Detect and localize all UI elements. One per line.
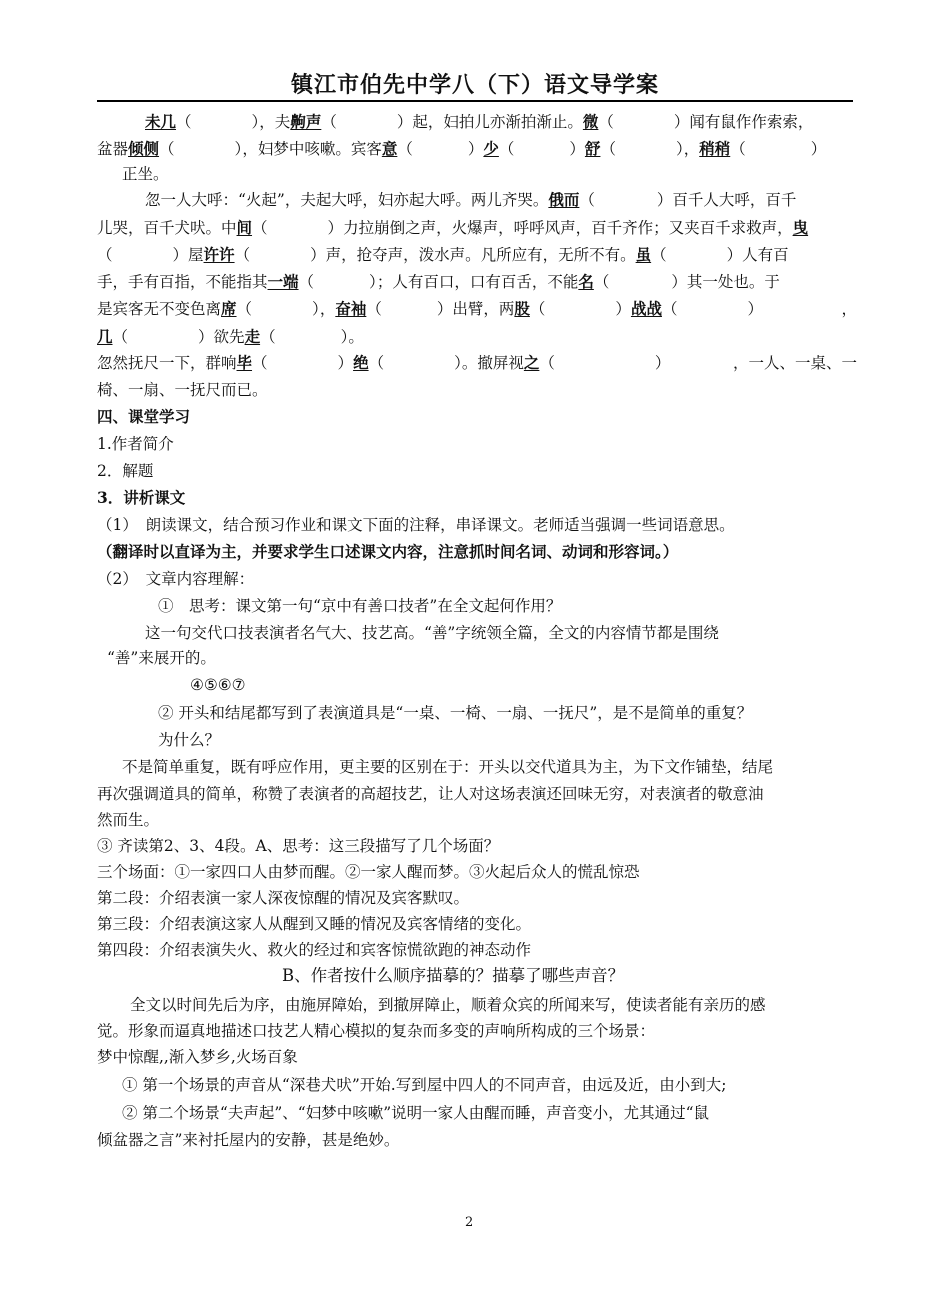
passage-line: 盆器倾侧（ ），妇梦中咳嗽。宾客意（ ）少（ ）舒（ ），稍稍（ ） <box>97 139 827 158</box>
answer-text: 然而生。 <box>97 811 160 829</box>
page-header: 镇江市伯先中学八（下）语文导学案 <box>97 72 853 102</box>
keyword: 战战 <box>630 299 662 318</box>
answer-text: 全文以时间先后为序，由施屏障始，到撤屏障止，顺着众宾的所闻来写，使读者能有亲历的感 <box>130 996 766 1014</box>
passage-line: 未几（ ），夫齁声（ ）起，妇拍儿亦渐拍渐止。微（ ）闻有鼠作作索索， <box>145 112 814 131</box>
passage-line: 正坐。 <box>122 165 169 183</box>
question-text: （2） 文章内容理解： <box>97 570 255 588</box>
answer-text: 倾盆器之言”来衬托屋内的安静，甚是绝妙。 <box>97 1131 400 1149</box>
answer-text: 梦中惊醒,,渐入梦乡,火场百象 <box>97 1048 298 1066</box>
keyword: 曳 <box>792 218 809 237</box>
passage-line: 是宾客无不变色离席（ ），奋袖（ ）出臂，两股（ ）战战（ ） ， <box>97 299 857 318</box>
question-text: ③ 齐读第2、3、4段。A、思考：这三段描写了几个场面？ <box>97 837 500 855</box>
passage-line: （ ）屋许许（ ）声，抢夺声，泼水声。凡所应有，无所不有。虽（ ）人有百 <box>97 245 789 264</box>
keyword: 虽 <box>635 245 652 264</box>
answer-text: 三个场面：①一家四口人由梦而醒。②一家人醒而梦。③火起后众人的慌乱惊恐 <box>97 863 640 881</box>
answer-text: 再次强调道具的简单，称赞了表演者的高超技艺，让人对这场表演还回味无穷，对表演者的敬意油 <box>97 785 764 803</box>
keyword: 俄而 <box>548 190 580 209</box>
page-number: 2 <box>465 1215 474 1230</box>
keyword: 毕 <box>236 353 253 372</box>
keyword: 齁声 <box>290 112 322 131</box>
answer-text: 第四段：介绍表演失火、救火的经过和宾客惊慌欲跑的神态动作 <box>97 941 532 959</box>
list-item: 1.作者简介 <box>97 435 174 453</box>
keyword: 席 <box>221 299 237 318</box>
section-heading: 四、课堂学习 <box>97 407 191 426</box>
keyword: 奋袖 <box>335 299 367 318</box>
keyword: 股 <box>514 299 530 318</box>
question-text: B、作者按什么顺序描摹的？描摹了哪些声音？ <box>282 966 625 985</box>
list-item: 3．讲析课文 <box>97 488 186 507</box>
number-list: ④⑤⑥⑦ <box>190 676 246 694</box>
passage-line: 几（ ）欲先走（ ）。 <box>97 327 364 346</box>
keyword: 未几 <box>145 112 177 131</box>
question-note: （翻译时以直译为主，并要求学生口述课文内容，注意抓时间名词、动词和形容词。） <box>97 542 679 561</box>
keyword: 意 <box>381 139 398 158</box>
answer-text: “善”来展开的。 <box>107 649 216 667</box>
keyword: 少 <box>483 139 499 158</box>
keyword: 间 <box>236 218 253 237</box>
question-text: ① 思考：课文第一句“京中有善口技者”在全文起何作用？ <box>158 597 562 615</box>
answer-text: 这一句交代口技表演者名气大、技艺高。“善”字统领全篇，全文的内容情节都是围绕 <box>145 624 719 642</box>
keyword: 走 <box>244 327 261 346</box>
keyword: 绝 <box>353 353 369 372</box>
keyword: 几 <box>97 327 113 346</box>
passage-line: 忽然抚尺一下，群响毕（ ）绝（ ）。撤屏视之（ ） ，一人、一桌、一 <box>97 353 857 372</box>
keyword: 倾侧 <box>128 139 160 158</box>
question-text: （1） 朗读课文，结合预习作业和课文下面的注释，串译课文。老师适当强调一些词语意思。 <box>97 516 735 534</box>
answer-text: 第二段：介绍表演一家人深夜惊醒的情况及宾客默叹。 <box>97 889 470 907</box>
passage-line: 忽一人大呼：“火起”，夫起大呼，妇亦起大呼。两儿齐哭。俄而（ ）百千人大呼，百千 <box>145 190 797 209</box>
question-text: ② 开头和结尾都写到了表演道具是“一桌、一椅、一扇、一抚尺”，是不是简单的重复？ <box>158 704 753 722</box>
keyword: 舒 <box>584 139 601 158</box>
passage-line: 儿哭，百千犬吠。中间（ ）力拉崩倒之声，火爆声，呼呼风声，百千齐作；又夹百千求救声，曳 <box>97 218 809 237</box>
passage-line: 手，手有百指，不能指其一端（ ）；人有百口，口有百舌，不能名（ ）其一处也。于 <box>97 272 780 291</box>
keyword: 微 <box>582 112 599 131</box>
keyword: 稍稍 <box>699 139 731 158</box>
passage-line: 椅、一扇、一抚尺而已。 <box>97 381 268 399</box>
answer-text: ② 第二个场景“夫声起”、“妇梦中咳嗽”说明一家人由醒而睡，声音变小，尤其通过“鼠 <box>122 1104 710 1122</box>
keyword: 一端 <box>267 272 299 291</box>
list-item: 2．解题 <box>97 462 154 480</box>
keyword: 之 <box>523 353 540 372</box>
keyword: 名 <box>578 272 594 291</box>
answer-text: 第三段：介绍表演这家人从醒到又睡的情况及宾客情绪的变化。 <box>97 915 532 933</box>
answer-text: 觉。形象而逼真地描述口技艺人精心模拟的复杂而多变的声响所构成的三个场景： <box>97 1022 656 1040</box>
question-text: 为什么？ <box>158 731 221 749</box>
keyword: 许许 <box>203 245 235 264</box>
answer-text: ① 第一个场景的声音从“深巷犬吠”开始.写到屋中四人的不同声音，由远及近，由小到大; <box>122 1076 727 1094</box>
answer-text: 不是简单重复，既有呼应作用，更主要的区别在于：开头以交代道具为主，为下文作铺垫，结尾 <box>122 758 774 776</box>
